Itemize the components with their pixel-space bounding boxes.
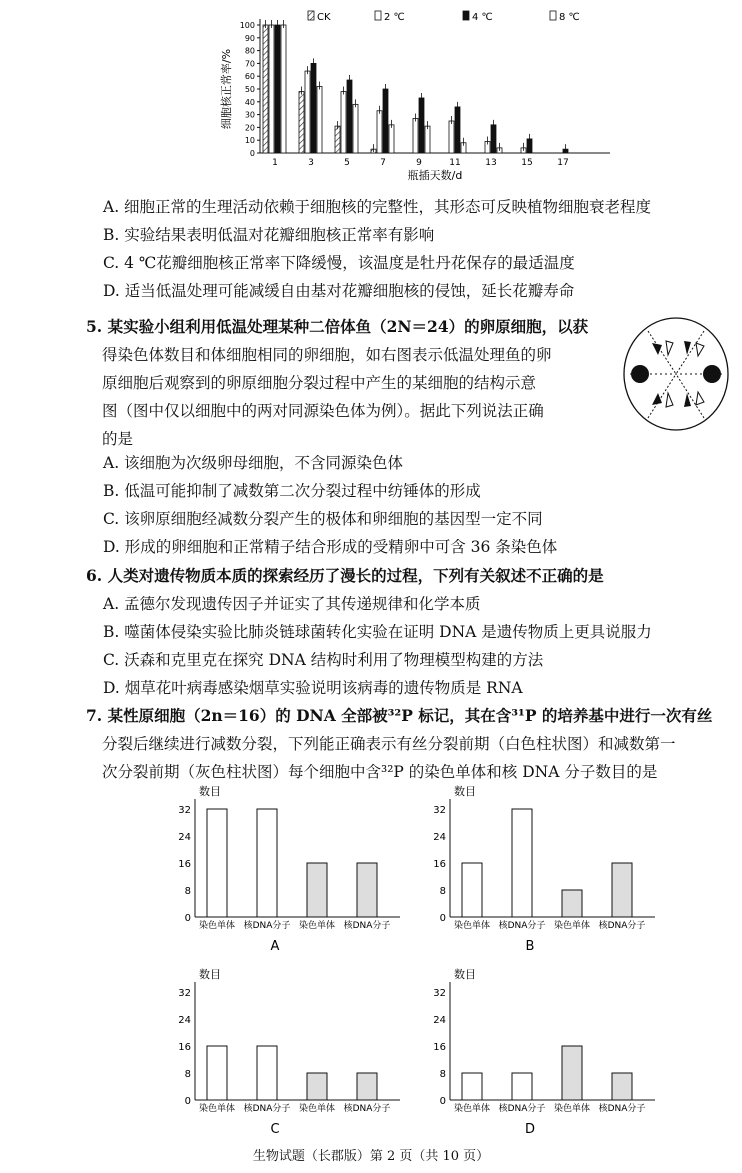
y-axis-label: 数目: [454, 968, 476, 981]
x-tick-label: 核DNA分子: [243, 1104, 291, 1114]
bar-5-1: [341, 92, 346, 153]
bar-1-2: [275, 25, 280, 153]
y-tick-label: 0: [249, 149, 255, 158]
q7-chart-C: [178, 967, 400, 1137]
x-tick-label: 染色单体: [198, 1104, 236, 1114]
legend-label: 2 ℃: [384, 12, 405, 23]
x-axis-label: 瓶插天数/d: [407, 169, 463, 182]
q7-chart-D: [433, 967, 655, 1137]
legend-swatch: [308, 11, 314, 20]
bar-3-3: [317, 86, 322, 153]
y-tick-label: 20: [244, 123, 255, 133]
bar-染色单体: [462, 863, 482, 917]
y-axis-label: 细胞核正常率/%: [220, 48, 233, 130]
y-tick-label: 40: [244, 97, 255, 107]
y-tick-label: 8: [439, 1069, 446, 1080]
x-tick-label: 7: [380, 158, 386, 168]
bar-染色单体: [462, 1073, 482, 1100]
chart-option-label: B: [525, 939, 535, 954]
y-tick-label: 16: [178, 1042, 191, 1053]
bar-7-1: [377, 111, 382, 153]
q7-chart-B: [433, 784, 655, 954]
bar-染色单体: [307, 1073, 327, 1100]
bar-核DNA分子: [512, 809, 532, 917]
bar-7-2: [383, 89, 388, 153]
bar-染色单体: [207, 809, 227, 917]
q6-option-D: D. 烟草花叶病毒感染烟草实验说明该病毒的遗传物质是 RNA: [103, 679, 523, 697]
q4-option-D: D. 适当低温处理可能减缓自由基对花瓣细胞核的侵蚀，延长花瓣寿命: [103, 282, 575, 300]
bar-5-3: [353, 104, 358, 153]
y-axis-label: 数目: [199, 968, 221, 981]
y-tick-label: 24: [178, 1015, 191, 1026]
y-tick-label: 60: [244, 72, 255, 82]
x-tick-label: 核DNA分子: [498, 1104, 546, 1114]
y-tick-label: 32: [178, 988, 191, 999]
bar-9-2: [419, 98, 424, 153]
x-tick-label: 9: [416, 158, 422, 168]
bar-1-3: [281, 25, 286, 153]
y-tick-label: 0: [184, 913, 191, 924]
x-tick-label: 染色单体: [553, 1104, 591, 1114]
y-tick-label: 8: [439, 886, 446, 897]
bar-3-0: [299, 92, 304, 153]
x-tick-label: 13: [485, 158, 497, 168]
y-tick-label: 32: [433, 988, 446, 999]
bar-核DNA分子: [257, 1046, 277, 1100]
y-tick-label: 24: [178, 832, 191, 843]
bar-染色单体: [562, 1046, 582, 1100]
chart-option-label: D: [524, 1122, 536, 1137]
y-tick-label: 0: [184, 1096, 191, 1107]
bar-5-0: [335, 126, 340, 153]
q5-option-D: D. 形成的卵细胞和正常精子结合形成的受精卵中可含 36 条染色体: [103, 538, 558, 556]
y-tick-label: 16: [433, 1042, 446, 1053]
q5-stem-line: 得染色体数目和体细胞相同的卵细胞，如右图表示低温处理鱼的卵: [102, 346, 552, 364]
q5-option-A: A. 该细胞为次级卵母细胞，不含同源染色体: [103, 454, 404, 472]
y-tick-label: 70: [244, 59, 255, 69]
y-tick-label: 0: [439, 913, 446, 924]
bar-7-3: [389, 125, 394, 153]
y-tick-label: 50: [244, 85, 255, 94]
y-tick-label: 80: [244, 46, 255, 56]
x-tick-label: 1: [272, 158, 278, 168]
q7-charts: [0, 780, 742, 1145]
bar-染色单体: [207, 1046, 227, 1100]
x-tick-label: 15: [521, 158, 533, 168]
legend-label: 8 ℃: [559, 12, 580, 23]
x-tick-label: 染色单体: [298, 921, 336, 931]
y-tick-label: 8: [184, 886, 191, 897]
y-tick-label: 8: [184, 1069, 191, 1080]
bar-核DNA分子: [257, 809, 277, 917]
bar-11-1: [449, 121, 454, 153]
x-tick-label: 5: [344, 158, 350, 168]
chart-option-label: A: [270, 939, 280, 954]
y-axis-label: 数目: [454, 785, 476, 798]
y-tick-label: 100: [239, 21, 255, 30]
bar-9-3: [425, 126, 430, 153]
bar-核DNA分子: [612, 863, 632, 917]
y-tick-label: 24: [433, 832, 446, 843]
legend-label: CK: [317, 12, 331, 23]
legend-label: 4 ℃: [472, 12, 493, 23]
bar-核DNA分子: [512, 1073, 532, 1100]
y-tick-label: 30: [244, 110, 255, 120]
legend-swatch: [550, 11, 556, 20]
x-tick-label: 染色单体: [553, 921, 591, 931]
bar-11-2: [455, 107, 460, 153]
bar-染色单体: [307, 863, 327, 917]
y-tick-label: 90: [244, 33, 255, 43]
q6-option-A: A. 孟德尔发现遗传因子并证实了其传递规律和化学本质: [103, 595, 481, 613]
q4-option-C: C. 4 ℃花瓣细胞核正常率下降缓慢，该温度是牡丹花保存的最适温度: [103, 254, 575, 272]
legend-swatch: [463, 11, 469, 20]
bar-1-1: [269, 25, 274, 153]
bar-13-2: [491, 125, 496, 153]
x-tick-label: 染色单体: [198, 921, 236, 931]
x-tick-label: 17: [557, 158, 569, 168]
cell-division-diagram: [618, 313, 734, 435]
x-tick-label: 染色单体: [453, 921, 491, 931]
x-tick-label: 核DNA分子: [598, 1104, 646, 1114]
q7-stem-line: 次分裂前期（灰色柱状图）每个细胞中含³²P 的染色单体和核 DNA 分子数目的是: [102, 763, 658, 781]
y-tick-label: 32: [178, 805, 191, 816]
bar-核DNA分子: [612, 1073, 632, 1100]
x-tick-label: 染色单体: [453, 1104, 491, 1114]
chart-option-label: C: [270, 1122, 280, 1137]
x-tick-label: 核DNA分子: [343, 921, 391, 931]
bar-5-2: [347, 80, 352, 153]
q5-stem-line: 的是: [102, 430, 134, 448]
x-tick-label: 染色单体: [298, 1104, 336, 1114]
y-tick-label: 0: [439, 1096, 446, 1107]
q7-stem-line: 分裂后继续进行减数分裂，下列能正确表示有丝分裂前期（白色柱状图）和减数第一: [102, 735, 676, 753]
q7-chart-A: [178, 784, 400, 954]
x-tick-label: 3: [308, 158, 314, 168]
y-tick-label: 10: [244, 136, 255, 146]
bar-3-1: [305, 71, 310, 153]
q6-stem: 6. 人类对遗传物质本质的探索经历了漫长的过程，下列有关叙述不正确的是: [86, 566, 604, 585]
bar-1-0: [263, 25, 268, 153]
y-axis-label: 数目: [199, 785, 221, 798]
q4-option-B: B. 实验结果表明低温对花瓣细胞核正常率有影响: [103, 226, 435, 244]
q6-option-C: C. 沃森和克里克在探究 DNA 结构时利用了物理模型构建的方法: [103, 651, 544, 669]
bar-9-1: [413, 118, 418, 153]
q7-stem-line: 7. 某性原细胞（2n＝16）的 DNA 全部被³²P 标记，其在含³¹P 的培养基中进行一次有丝: [86, 706, 713, 725]
q5-stem-line: 5. 某实验小组利用低温处理某种二倍体鱼（2N＝24）的卵原细胞，以获: [86, 317, 589, 336]
x-tick-label: 11: [449, 158, 461, 168]
bar-3-2: [311, 63, 316, 153]
y-tick-label: 32: [433, 805, 446, 816]
q5-stem-line: 原细胞后观察到的卵原细胞分裂过程中产生的某细胞的结构示意: [102, 374, 537, 392]
q5-option-B: B. 低温可能抑制了减数第二次分裂过程中纺锤体的形成: [103, 482, 481, 500]
bar-核DNA分子: [357, 863, 377, 917]
q5-option-C: C. 该卵原细胞经减数分裂产生的极体和卵细胞的基因型一定不同: [103, 510, 543, 528]
bar-染色单体: [562, 890, 582, 917]
q6-option-B: B. 噬菌体侵染实验比肺炎链球菌转化实验在证明 DNA 是遗传物质上更具说服力: [103, 623, 652, 641]
q5-stem-line: 图（图中仅以细胞中的两对同源染色体为例）。据此下列说法正确: [102, 402, 544, 420]
y-tick-label: 24: [433, 1015, 446, 1026]
page-footer: 生物试题（长郡版）第 2 页（共 10 页）: [252, 1149, 490, 1164]
y-tick-label: 16: [178, 859, 191, 870]
y-tick-label: 16: [433, 859, 446, 870]
legend-swatch: [375, 11, 381, 20]
x-tick-label: 核DNA分子: [343, 1104, 391, 1114]
bar-核DNA分子: [357, 1073, 377, 1100]
x-tick-label: 核DNA分子: [498, 921, 546, 931]
x-tick-label: 核DNA分子: [243, 921, 291, 931]
nucleus-normal-rate-chart: [200, 5, 620, 185]
x-tick-label: 核DNA分子: [598, 921, 646, 931]
q4-option-A: A. 细胞正常的生理活动依赖于细胞核的完整性，其形态可反映植物细胞衰老程度: [103, 198, 652, 216]
